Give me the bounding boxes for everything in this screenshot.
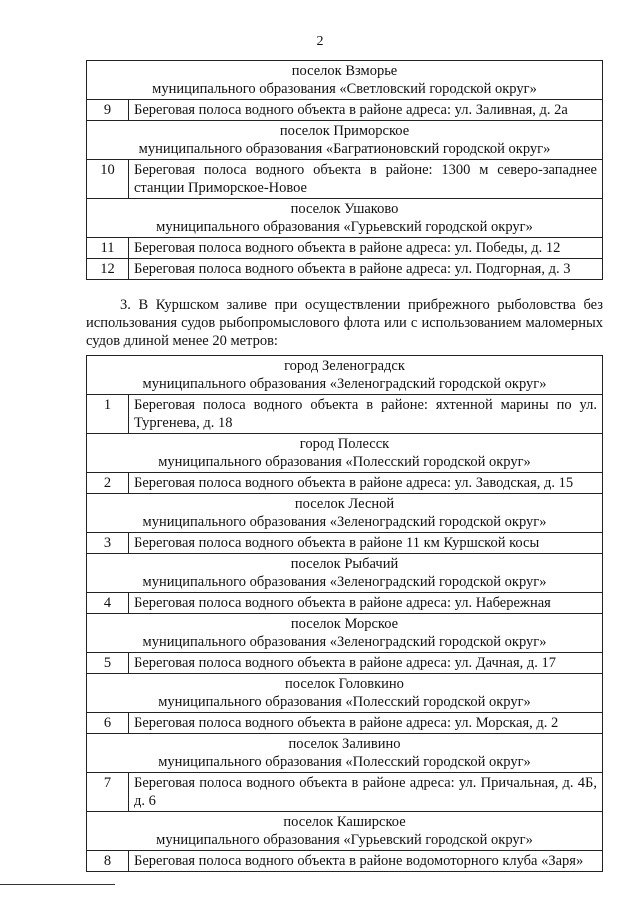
- row-description: Береговая полоса водного объекта в районе 11 км Куршской косы: [129, 533, 603, 554]
- settlement-name: поселок Морское: [290, 616, 399, 632]
- municipality-name: муниципального образования «Зеленоградский городской округ»: [142, 634, 547, 650]
- settlement-name: поселок Приморское: [279, 123, 410, 139]
- table-row: [87, 773, 603, 812]
- locations-table-2: [86, 355, 603, 872]
- municipality-name: муниципального образования «Гурьевский городской округ»: [156, 219, 533, 235]
- settlement-header: [87, 121, 603, 160]
- settlement-name: поселок Головкино: [285, 676, 404, 692]
- municipality-name: муниципального образования «Гурьевский городской округ»: [156, 832, 533, 848]
- settlement-name: поселок Ушаково: [290, 201, 399, 217]
- row-description: Береговая полоса водного объекта в районе: 1300 м северо-западнее станции Приморское-Новое: [129, 160, 603, 199]
- settlement-name: город Зеленоградск: [284, 358, 405, 374]
- row-number: 6: [87, 713, 129, 734]
- row-description: Береговая полоса водного объекта в районе адреса: ул. Причальная, д. 4Б, д. 6: [129, 773, 603, 812]
- row-number: 2: [87, 473, 129, 494]
- row-description: Береговая полоса водного объекта в районе адреса: ул. Дачная, д. 17: [129, 653, 603, 674]
- municipality-name: муниципального образования «Зеленоградский городской округ»: [142, 514, 547, 530]
- settlement-header-row: [87, 674, 603, 713]
- row-description: Береговая полоса водного объекта в районе: яхтенной марины по ул. Тургенева, д. 18: [129, 395, 603, 434]
- table-row: [87, 238, 603, 259]
- settlement-header: [87, 199, 603, 238]
- row-description: Береговая полоса водного объекта в районе адреса: ул. Заводская, д. 15: [129, 473, 603, 494]
- settlement-header: [87, 734, 603, 773]
- row-number: 9: [87, 100, 129, 121]
- municipality-name: муниципального образования «Полесский городской округ»: [158, 694, 531, 710]
- footnote-rule: [0, 884, 115, 885]
- settlement-header: [87, 812, 603, 851]
- table-row: [87, 533, 603, 554]
- settlement-header: [87, 434, 603, 473]
- row-description: Береговая полоса водного объекта в районе адреса: ул. Набережная: [129, 593, 603, 614]
- locations-table-1: [86, 60, 603, 280]
- settlement-header: [87, 494, 603, 533]
- row-description: Береговая полоса водного объекта в районе адреса: ул. Победы, д. 12: [129, 238, 603, 259]
- row-number: 10: [87, 160, 129, 199]
- settlement-name: поселок Лесной: [294, 496, 395, 512]
- settlement-header-row: [87, 494, 603, 533]
- table-row: [87, 259, 603, 280]
- settlement-header: [87, 674, 603, 713]
- settlement-name: поселок Каширское: [283, 814, 406, 830]
- municipality-name: муниципального образования «Полесский городской округ»: [158, 454, 531, 470]
- settlement-header: [87, 61, 603, 100]
- table-row: [87, 395, 603, 434]
- table-row: [87, 851, 603, 872]
- municipality-name: муниципального образования «Багратионовский городской округ»: [138, 141, 551, 157]
- settlement-header-row: [87, 614, 603, 653]
- settlement-header-row: [87, 734, 603, 773]
- row-description: Береговая полоса водного объекта в районе водомоторного клуба «Заря»: [129, 851, 603, 872]
- settlement-header-row: [87, 554, 603, 593]
- municipality-name: муниципального образования «Зеленоградский городской округ»: [142, 376, 547, 392]
- row-number: 8: [87, 851, 129, 872]
- settlement-header: [87, 614, 603, 653]
- page-number: 2: [316, 34, 324, 49]
- settlement-header-row: [87, 121, 603, 160]
- municipality-name: муниципального образования «Полесский городской округ»: [158, 754, 531, 770]
- row-number: 5: [87, 653, 129, 674]
- section-paragraph-3: 3. В Куршском заливе при осуществлении прибрежного рыболовства без использования судов рыбопромыслового флота или с использованием маломерных судов длиной менее 20 метров:: [86, 297, 603, 349]
- settlement-header-row: [87, 61, 603, 100]
- municipality-name: муниципального образования «Зеленоградский городской округ»: [142, 574, 547, 590]
- table-row: [87, 160, 603, 199]
- settlement-header-row: [87, 434, 603, 473]
- row-number: 7: [87, 773, 129, 812]
- row-description: Береговая полоса водного объекта в районе адреса: ул. Подгорная, д. 3: [129, 259, 603, 280]
- table-row: [87, 593, 603, 614]
- table-row: [87, 473, 603, 494]
- municipality-name: муниципального образования «Светловский городской округ»: [152, 81, 537, 97]
- table-row: [87, 713, 603, 734]
- row-description: Береговая полоса водного объекта в районе адреса: ул. Заливная, д. 2а: [129, 100, 603, 121]
- settlement-header: [87, 356, 603, 395]
- table-row: [87, 653, 603, 674]
- settlement-header: [87, 554, 603, 593]
- settlement-name: поселок Взморье: [291, 63, 398, 79]
- settlement-name: поселок Рыбачий: [290, 556, 399, 572]
- table-row: [87, 100, 603, 121]
- settlement-header-row: [87, 812, 603, 851]
- row-number: 11: [87, 238, 129, 259]
- row-number: 3: [87, 533, 129, 554]
- settlement-name: поселок Заливино: [288, 736, 401, 752]
- settlement-header-row: [87, 356, 603, 395]
- row-number: 4: [87, 593, 129, 614]
- settlement-name: город Полесск: [299, 436, 390, 452]
- row-number: 12: [87, 259, 129, 280]
- row-number: 1: [87, 395, 129, 434]
- settlement-header-row: [87, 199, 603, 238]
- row-description: Береговая полоса водного объекта в районе адреса: ул. Морская, д. 2: [129, 713, 603, 734]
